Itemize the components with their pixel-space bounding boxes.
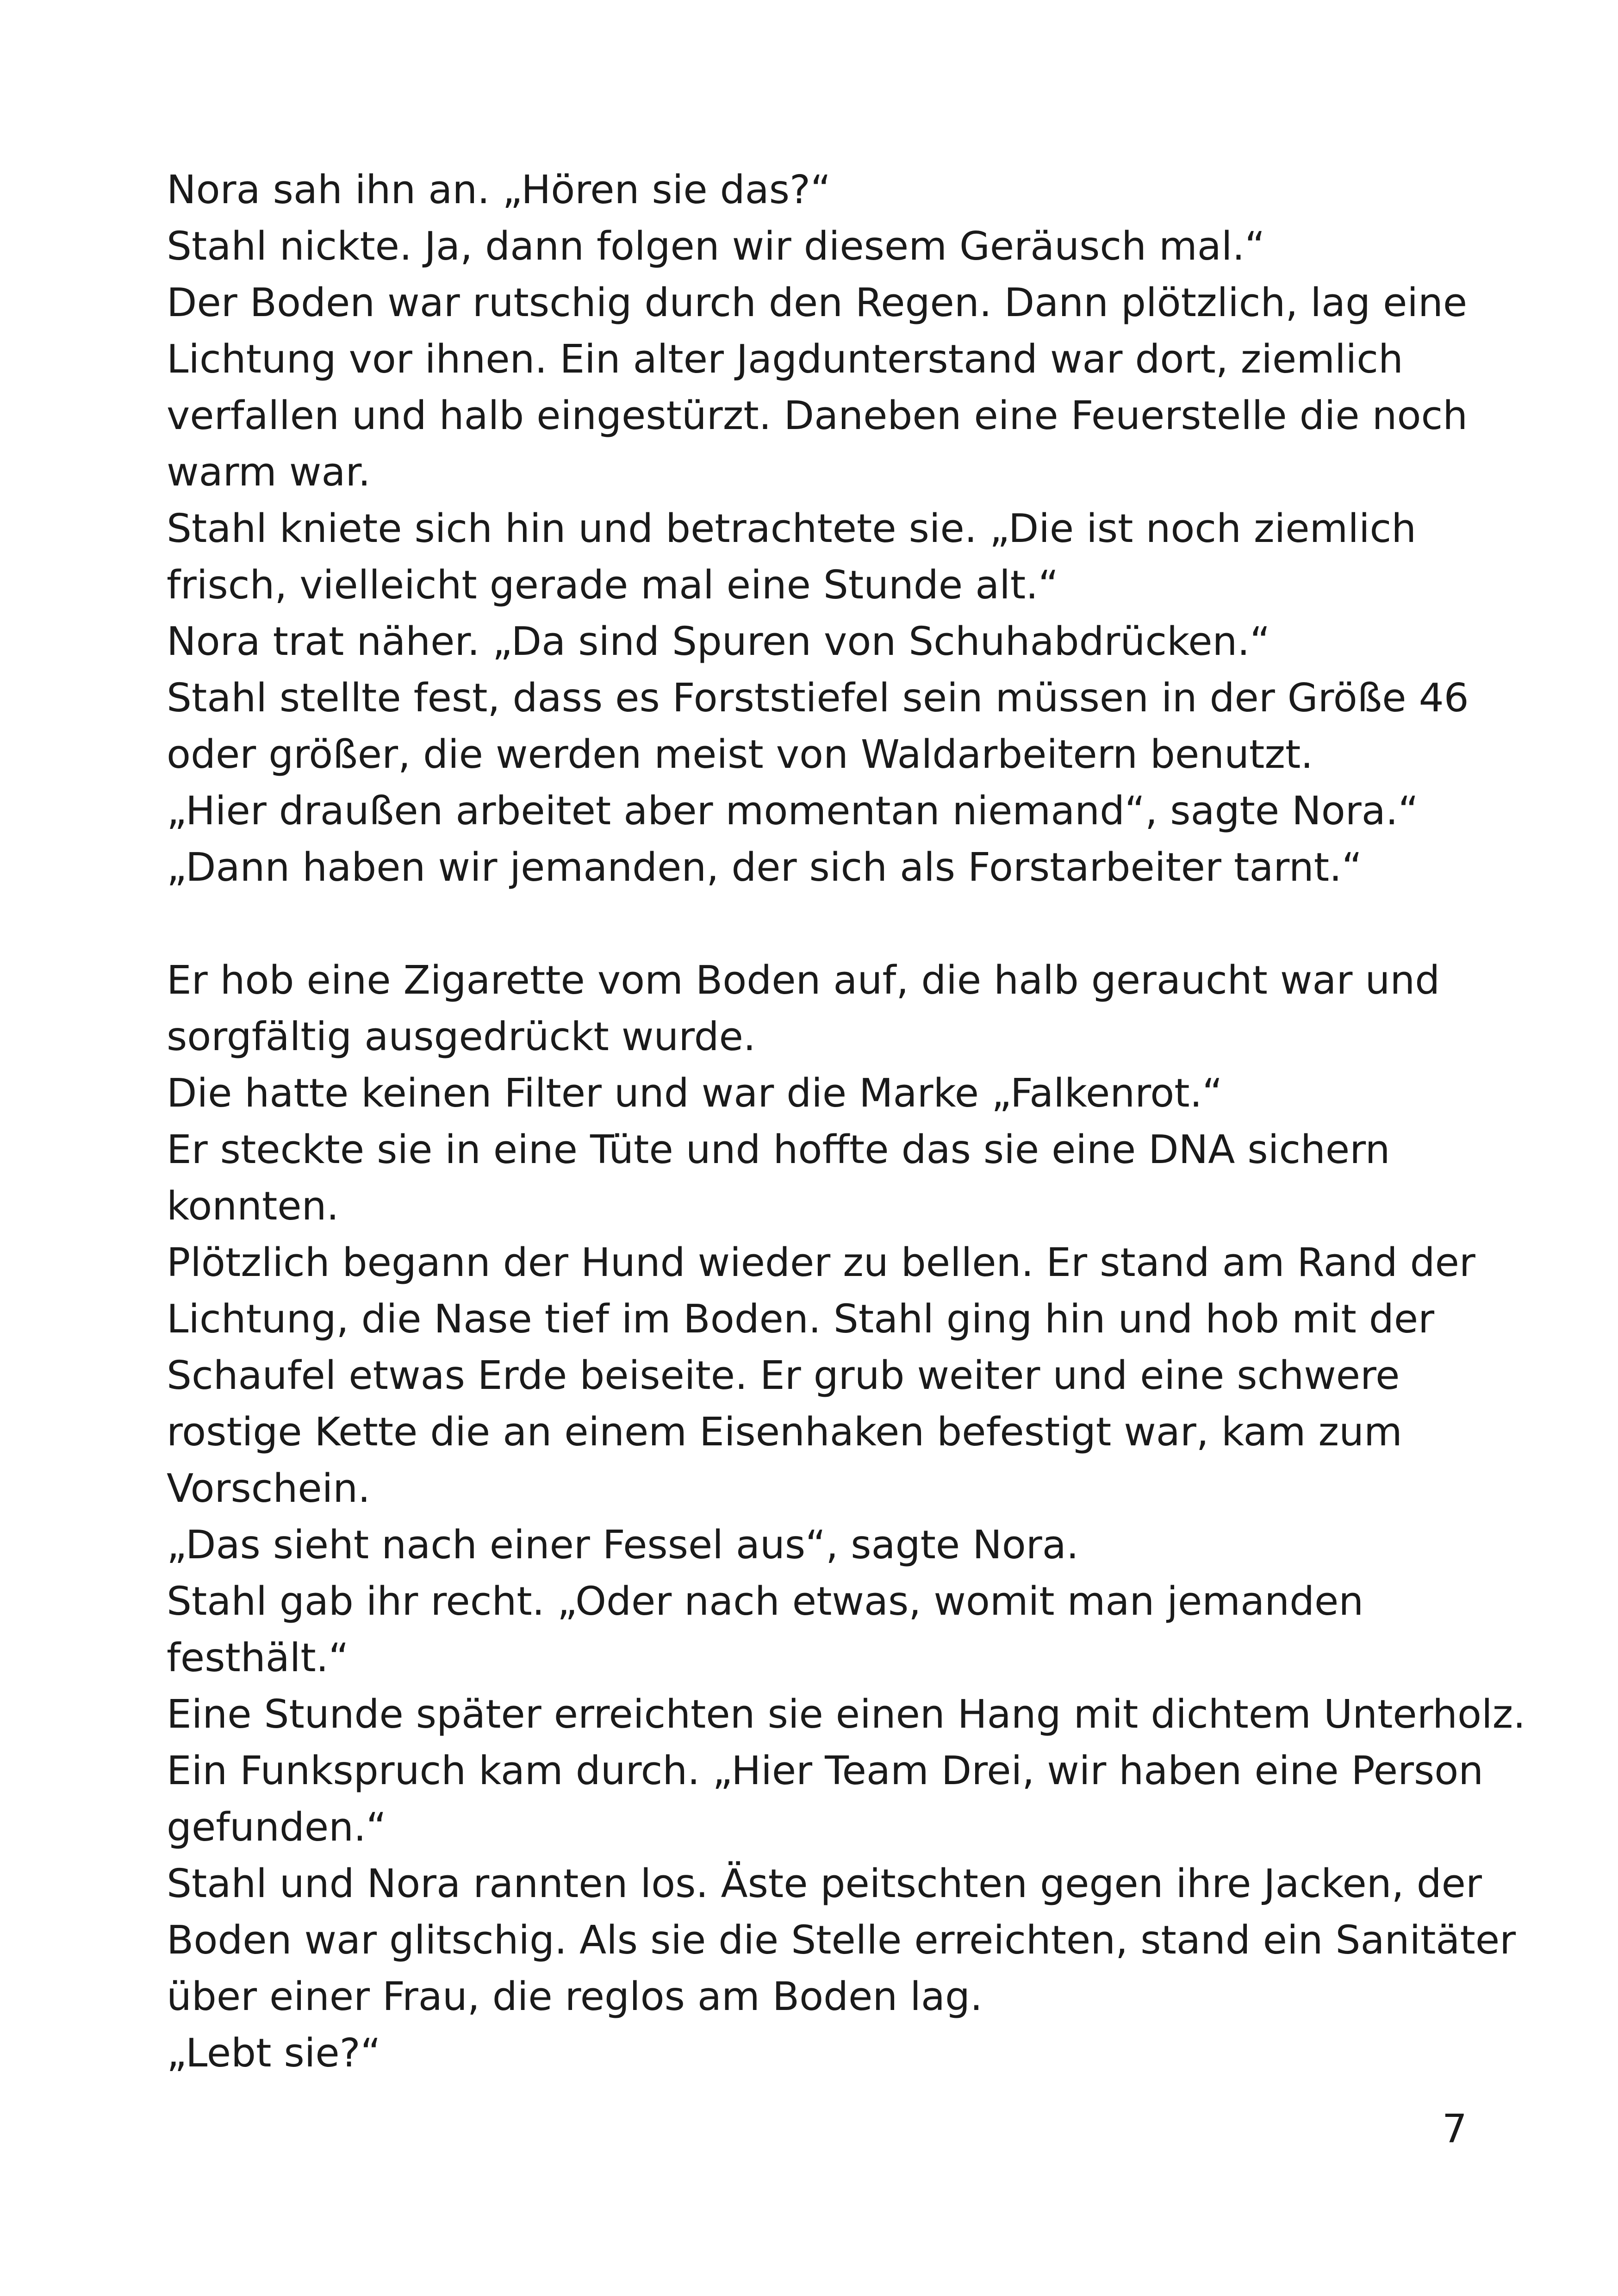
text-line: frisch, vielleicht gerade mal eine Stunde alt.“ [167,562,1059,608]
text-line: oder größer, die werden meist von Waldarbeitern benutzt. [167,732,1313,778]
text-line: „Hier draußen arbeitet aber momentan niemand“, sagte Nora.“ [167,788,1419,834]
text-line: Nora trat näher. „Da sind Spuren von Schuhabdrücken.“ [167,619,1270,665]
text-line: festhält.“ [167,1635,349,1681]
text-line: Er hob eine Zigarette vom Boden auf, die halb geraucht war und [167,958,1440,1003]
text-line: „Dann haben wir jemanden, der sich als Forstarbeiter tarnt.“ [167,845,1363,890]
text-line: Boden war glitschig. Als sie die Stelle erreichten, stand ein Sanitäter [167,1917,1516,1963]
text-line: Ein Funkspruch kam durch. „Hier Team Drei, wir haben eine Person [167,1748,1484,1794]
text-line: Stahl und Nora rannten los. Äste peitschten gegen ihre Jacken, der [167,1861,1482,1907]
text-line: Der Boden war rutschig durch den Regen. Dann plötzlich, lag eine [167,280,1468,326]
text-line: Stahl stellte fest, dass es Forststiefel sein müssen in der Größe 46 [167,675,1469,721]
text-line: sorgfältig ausgedrückt wurde. [167,1014,756,1060]
text-line: über einer Frau, die reglos am Boden lag. [167,1974,983,2020]
text-line: verfallen und halb eingestürzt. Daneben eine Feuerstelle die noch [167,393,1468,439]
text-line: Schaufel etwas Erde beiseite. Er grub weiter und eine schwere [167,1353,1400,1399]
text-line: Stahl gab ihr recht. „Oder nach etwas, womit man jemanden [167,1579,1364,1624]
text-line: Vorschein. [167,1466,371,1512]
text-line: Stahl nickte. Ja, dann folgen wir diesem Geräusch mal.“ [167,224,1265,269]
text-line: „Das sieht nach einer Fessel aus“, sagte Nora. [167,1522,1079,1568]
text-line: Er steckte sie in eine Tüte und hoffte das sie eine DNA sichern [167,1127,1390,1173]
text-line: Stahl kniete sich hin und betrachtete sie. „Die ist noch ziemlich [167,506,1417,552]
text-line: warm war. [167,449,371,495]
text-line: Nora sah ihn an. „Hören sie das?“ [167,167,831,213]
text-line: rostige Kette die an einem Eisenhaken befestigt war, kam zum [167,1409,1402,1455]
text-line: Lichtung vor ihnen. Ein alter Jagdunterstand war dort, ziemlich [167,336,1403,382]
text-line: Lichtung, die Nase tief im Boden. Stahl ging hin und hob mit der [167,1296,1435,1342]
text-line: gefunden.“ [167,1804,387,1850]
text-line: Eine Stunde später erreichten sie einen Hang mit dichtem Unterholz. [167,1692,1526,1737]
text-line: Plötzlich begann der Hund wieder zu bellen. Er stand am Rand der [167,1240,1475,1286]
text-line: Die hatte keinen Filter und war die Marke „Falkenrot.“ [167,1070,1223,1116]
body-text [167,162,1564,2082]
text-line: „Lebt sie?“ [167,2030,381,2076]
text-line: konnten. [167,1183,339,1229]
paragraph-spacer [167,896,1564,952]
page-number: 7 [1442,2106,1467,2152]
